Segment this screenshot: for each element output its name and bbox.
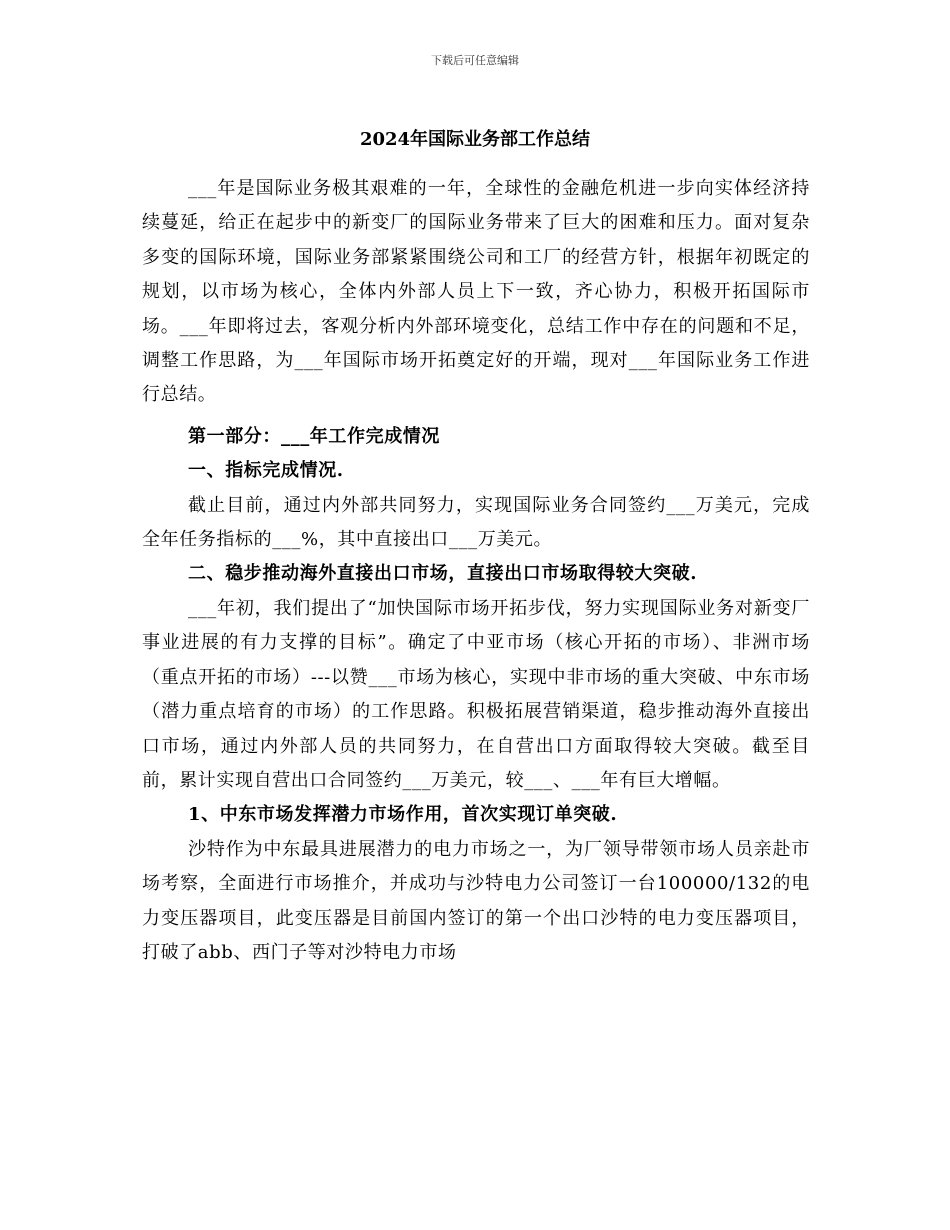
section2-heading: 二、稳步推动海外直接出口市场，直接出口市场取得较大突破.: [188, 563, 698, 585]
subsection1-heading: 1、中东市场发挥潜力市场作用，首次实现订单突破.: [188, 804, 618, 826]
paragraph-gap: [142, 413, 810, 420]
subsection1-body: 沙特作为中东最具进展潜力的电力市场之一，为厂领导带领市场人员亲赴市场考察，全面进行市场推介，并成功与沙特电力公司签订一台100000/132的电力变压器项目，此变压器是目前国内签订的第一个出口沙特的电力变压器项目，打破了abb、西门子等对沙特电力市场: [142, 838, 810, 963]
document-body: [142, 172, 810, 970]
section2-body: ___年初，我们提出了“加快国际市场开拓步伐，努力实现国际业务对新变厂事业进展的有力支撑的目标”。确定了中亚市场（核心开拓的市场）、非洲市场（重点开拓的市场）---以赞___市场为核心，实现中非市场的重大突破、中东市场（潜力重点培育的市场）的工作思路。积极拓展营销渠道，稳步推动海外直接出口市场，通过内外部人员的共同努力，在自营出口方面取得较大突破。截至目前，累计实现自营出口合同签约___万美元，较___、___年有巨大增幅。: [142, 597, 810, 791]
part1-heading: 第一部分：___年工作完成情况: [188, 425, 440, 447]
section1-body: 截止目前，通过内外部共同努力，实现国际业务合同签约___万美元，完成全年任务指标的___%，其中直接出口___万美元。: [142, 494, 810, 551]
page-header-note: 下载后可任意编辑: [431, 54, 519, 67]
intro-paragraph: ___年是国际业务极其艰难的一年，全球性的金融危机进一步向实体经济持续蔓延，给正在起步中的新变厂的国际业务带来了巨大的困难和压力。面对复杂多变的国际环境，国际业务部紧紧围绕公司和工厂的经营方针，根据年初既定的规划，以市场为核心，全体内外部人员上下一致，齐心协力，积极开拓国际市场。___年即将过去，客观分析内外部环境变化，总结工作中存在的问题和不足，调整工作思路，为___年国际市场开拓奠定好的开端，现对___年国际业务工作进行总结。: [142, 178, 810, 406]
document-title: 2024年国际业务部工作总结: [359, 129, 591, 150]
section1-heading: 一、指标完成情况.: [188, 460, 344, 482]
